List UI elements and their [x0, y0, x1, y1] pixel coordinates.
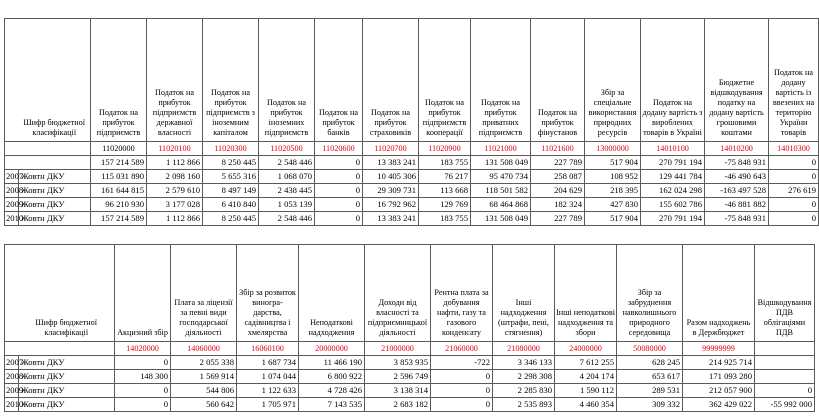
column-header: Акцизний збір: [115, 245, 171, 342]
value-cell: 16 792 962: [363, 198, 419, 212]
total-value: 13 383 241: [363, 156, 419, 170]
value-cell: 2 579 610: [147, 184, 203, 198]
header-row: [5, 245, 815, 342]
value-cell: -46 490 643: [705, 170, 769, 184]
table-row: [5, 198, 819, 212]
value-cell: 4 728 426: [299, 384, 365, 398]
total-value: 2 548 446: [259, 156, 315, 170]
column-header: Неподаткові надходження: [299, 245, 365, 342]
budget-code: 11020700: [363, 142, 419, 156]
table-row: [5, 356, 815, 370]
column-header: Податок на прибуток підприємств: [91, 19, 147, 142]
value-cell: 212 057 900: [683, 384, 755, 398]
value-cell: -163 497 528: [705, 184, 769, 198]
value-cell: 161 644 815: [91, 184, 147, 198]
budget-code: 11020300: [203, 142, 259, 156]
value-cell: 118 501 582: [471, 184, 531, 198]
value-cell: 0: [431, 398, 493, 412]
budget-code: 11020900: [419, 142, 471, 156]
budget-revenue-table-1: [4, 18, 819, 226]
value-cell: 129 441 784: [641, 170, 705, 184]
year-cell: 2007: [5, 356, 19, 370]
header-row: [5, 19, 819, 142]
value-cell: 2 285 830: [493, 384, 555, 398]
value-cell: 218 395: [585, 184, 641, 198]
value-cell: [755, 370, 815, 384]
value-cell: 227 789: [531, 212, 585, 226]
column-header: Інші надходження (штрафи, пені, стягнення): [493, 245, 555, 342]
value-cell: -75 848 931: [705, 212, 769, 226]
value-cell: 182 324: [531, 198, 585, 212]
value-cell: 76 217: [419, 170, 471, 184]
row-label: Жовтн ДКУ: [19, 356, 115, 370]
empty-cell: [19, 142, 91, 156]
value-cell: 3 346 133: [493, 356, 555, 370]
budget-code: 50080000: [617, 342, 683, 356]
budget-code: 20000000: [299, 342, 365, 356]
row-label: Жовтн ДКУ: [19, 212, 91, 226]
value-cell: 3 177 028: [147, 198, 203, 212]
value-cell: 0: [115, 356, 171, 370]
year-cell: 2007: [5, 170, 19, 184]
row-label: Жовтн ДКУ: [19, 184, 91, 198]
value-cell: 653 617: [617, 370, 683, 384]
total-value: 8 250 445: [203, 156, 259, 170]
budget-code: 24000000: [555, 342, 617, 356]
total-value: 270 791 194: [641, 156, 705, 170]
year-cell: 2008: [5, 184, 19, 198]
value-cell: 204 629: [531, 184, 585, 198]
value-cell: 3 138 314: [365, 384, 431, 398]
column-header: Податок на прибуток приватних підприємств: [471, 19, 531, 142]
value-cell: 517 904: [585, 212, 641, 226]
value-cell: 0: [315, 212, 363, 226]
row-label-header: Шифр бюджетної класифікації: [19, 19, 91, 142]
row-label: Жовтн ДКУ: [19, 370, 115, 384]
value-cell: 1 122 633: [237, 384, 299, 398]
column-header: Збір за спеціальне використання природних ресурсів: [585, 19, 641, 142]
value-cell: 13 383 241: [363, 212, 419, 226]
budget-code: 14010100: [641, 142, 705, 156]
value-cell: 95 470 734: [471, 170, 531, 184]
row-label-header: Шифр бюджетної класифікації: [19, 245, 115, 342]
column-header: Рентна плата за добування нафти, газу та газового конденсату: [431, 245, 493, 342]
budget-code: 21060000: [431, 342, 493, 356]
budget-code: 11020600: [315, 142, 363, 156]
empty-cell: [19, 156, 91, 170]
column-header: Разом надходжень в Держбюджет: [683, 245, 755, 342]
budget-code: 11020100: [147, 142, 203, 156]
column-header: Податок на прибуток підприємств кооперації: [419, 19, 471, 142]
value-cell: 0: [315, 198, 363, 212]
value-cell: 5 655 316: [203, 170, 259, 184]
value-cell: 0: [431, 370, 493, 384]
value-cell: 1 705 971: [237, 398, 299, 412]
year-cell: 2010: [5, 212, 19, 226]
column-header: Збір за розвиток виногра-дарства, садівництва і хмелярства: [237, 245, 299, 342]
column-header: Інші неподаткові надходження та збори: [555, 245, 617, 342]
value-cell: 0: [769, 198, 819, 212]
total-value: 0: [315, 156, 363, 170]
value-cell: 8 250 445: [203, 212, 259, 226]
value-cell: 2 535 893: [493, 398, 555, 412]
value-cell: 115 031 890: [91, 170, 147, 184]
total-value: 157 214 589: [91, 156, 147, 170]
value-cell: 2 098 160: [147, 170, 203, 184]
budget-code: 13000000: [585, 142, 641, 156]
row-label: Жовтн ДКУ: [19, 170, 91, 184]
table-row: [5, 170, 819, 184]
budget-code: 14020000: [115, 342, 171, 356]
value-cell: 1 053 139: [259, 198, 315, 212]
total-value: 517 904: [585, 156, 641, 170]
value-cell: 6 410 840: [203, 198, 259, 212]
column-header: Збір за забруднення навколишнього природного середовища: [617, 245, 683, 342]
value-cell: 214 925 714: [683, 356, 755, 370]
codes-row: [5, 142, 819, 156]
empty-cell: [5, 156, 19, 170]
value-cell: 0: [315, 170, 363, 184]
budget-code: 11021000: [471, 142, 531, 156]
value-cell: 0: [769, 212, 819, 226]
value-cell: 2 548 446: [259, 212, 315, 226]
value-cell: 0: [115, 398, 171, 412]
value-cell: 544 806: [171, 384, 237, 398]
budget-code: 11020500: [259, 142, 315, 156]
value-cell: 309 332: [617, 398, 683, 412]
value-cell: 6 800 922: [299, 370, 365, 384]
codes-row: [5, 342, 815, 356]
row-label: Жовтн ДКУ: [19, 384, 115, 398]
value-cell: 1 687 734: [237, 356, 299, 370]
value-cell: 0: [769, 170, 819, 184]
value-cell: 148 300: [115, 370, 171, 384]
value-cell: 0: [431, 384, 493, 398]
empty-cell: [5, 342, 19, 356]
value-cell: 29 309 731: [363, 184, 419, 198]
value-cell: 276 619: [769, 184, 819, 198]
value-cell: 1 074 044: [237, 370, 299, 384]
value-cell: 2 596 749: [365, 370, 431, 384]
table-row: [5, 384, 815, 398]
value-cell: 362 429 022: [683, 398, 755, 412]
value-cell: 258 087: [531, 170, 585, 184]
column-header: Податок на прибуток банків: [315, 19, 363, 142]
value-cell: [755, 356, 815, 370]
value-cell: 108 952: [585, 170, 641, 184]
budget-revenue-table-2: [4, 244, 815, 412]
total-value: 0: [769, 156, 819, 170]
column-header: Податок на додану вартість із ввезених на територію України товарів: [769, 19, 819, 142]
year-cell: 2008: [5, 370, 19, 384]
empty-cell: [19, 342, 115, 356]
value-cell: 96 210 930: [91, 198, 147, 212]
value-cell: 113 668: [419, 184, 471, 198]
table-row: [5, 398, 815, 412]
value-cell: 155 602 786: [641, 198, 705, 212]
value-cell: 7 612 255: [555, 356, 617, 370]
value-cell: 628 245: [617, 356, 683, 370]
value-cell: -722: [431, 356, 493, 370]
header-corner: [5, 19, 19, 142]
column-header: Податок на додану вартість з вироблених товарів в Україні: [641, 19, 705, 142]
row-label: Жовтн ДКУ: [19, 398, 115, 412]
year-cell: 2010: [5, 398, 19, 412]
budget-code: 11020000: [91, 142, 147, 156]
value-cell: 183 755: [419, 212, 471, 226]
value-cell: 0: [315, 184, 363, 198]
value-cell: 560 642: [171, 398, 237, 412]
value-cell: 4 204 174: [555, 370, 617, 384]
column-header: Податок на прибуток підприємств державної власності: [147, 19, 203, 142]
totals-row: [5, 156, 819, 170]
table-row: [5, 370, 815, 384]
budget-code: 14010200: [705, 142, 769, 156]
column-header: Податок на прибуток підприємств з іноземним капіталом: [203, 19, 259, 142]
year-cell: 2009: [5, 384, 19, 398]
value-cell: 2 683 182: [365, 398, 431, 412]
value-cell: 68 464 868: [471, 198, 531, 212]
budget-code: 14060000: [171, 342, 237, 356]
column-header: Податок на прибуток іноземних підприємств: [259, 19, 315, 142]
value-cell: 1 068 070: [259, 170, 315, 184]
value-cell: 4 460 354: [555, 398, 617, 412]
value-cell: 7 143 535: [299, 398, 365, 412]
value-cell: 10 405 306: [363, 170, 419, 184]
value-cell: 1 569 914: [171, 370, 237, 384]
value-cell: 3 853 935: [365, 356, 431, 370]
value-cell: 162 024 298: [641, 184, 705, 198]
value-cell: 11 466 190: [299, 356, 365, 370]
value-cell: 2 438 445: [259, 184, 315, 198]
value-cell: 171 093 280: [683, 370, 755, 384]
value-cell: 427 830: [585, 198, 641, 212]
budget-code: 11021600: [531, 142, 585, 156]
budget-code: 16060100: [237, 342, 299, 356]
header-corner: [5, 245, 19, 342]
value-cell: 2 055 338: [171, 356, 237, 370]
total-value: 131 508 049: [471, 156, 531, 170]
budget-code: 99999999: [683, 342, 755, 356]
value-cell: 129 769: [419, 198, 471, 212]
value-cell: 1 590 112: [555, 384, 617, 398]
column-header: Бюджетне відшкодування податку на додану вартість грошовими коштами: [705, 19, 769, 142]
value-cell: 1 112 866: [147, 212, 203, 226]
year-cell: 2009: [5, 198, 19, 212]
value-cell: 157 214 589: [91, 212, 147, 226]
column-header: Доходи від власності та підприємницької діяльності: [365, 245, 431, 342]
total-value: 227 789: [531, 156, 585, 170]
value-cell: 289 531: [617, 384, 683, 398]
column-header: Податок на прибуток фінустанов: [531, 19, 585, 142]
empty-cell: [5, 142, 19, 156]
budget-code: 14010300: [769, 142, 819, 156]
row-label: Жовтн ДКУ: [19, 198, 91, 212]
value-cell: 270 791 194: [641, 212, 705, 226]
total-value: -75 848 931: [705, 156, 769, 170]
value-cell: 2 298 308: [493, 370, 555, 384]
budget-code: [755, 342, 815, 356]
total-value: 1 112 866: [147, 156, 203, 170]
column-header: Податок на прибуток страховиків: [363, 19, 419, 142]
budget-code: 21080000: [493, 342, 555, 356]
value-cell: -55 992 000: [755, 398, 815, 412]
value-cell: 131 508 049: [471, 212, 531, 226]
value-cell: 0: [115, 384, 171, 398]
column-header: Відшкодування ПДВ облігаціями ПДВ: [755, 245, 815, 342]
value-cell: 0: [755, 384, 815, 398]
value-cell: 8 497 149: [203, 184, 259, 198]
column-header: Плата за ліцензії за певні види господарської діяльності: [171, 245, 237, 342]
table-row: [5, 212, 819, 226]
value-cell: -46 881 882: [705, 198, 769, 212]
table-row: [5, 184, 819, 198]
total-value: 183 755: [419, 156, 471, 170]
budget-code: 21000000: [365, 342, 431, 356]
